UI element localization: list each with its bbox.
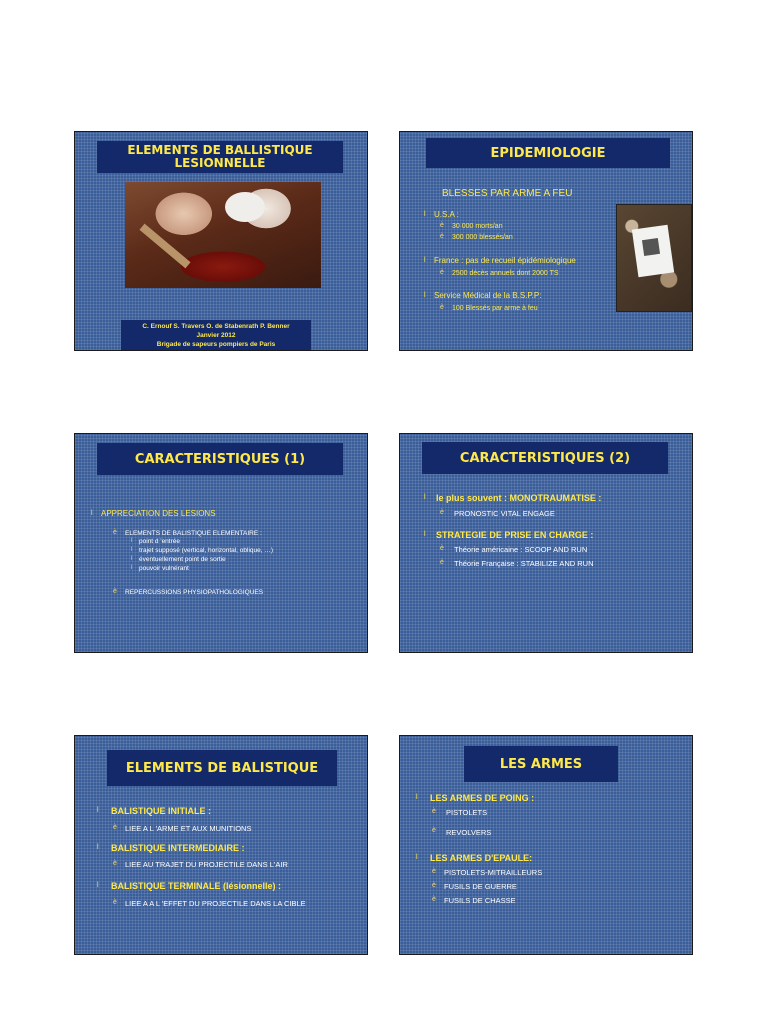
bullet-marker: l (416, 794, 418, 801)
bullet-marker: l (424, 494, 426, 501)
sub-bullet-marker: è (440, 559, 444, 566)
bullet-marker: l (424, 292, 426, 299)
credits-date: Janvier 2012 (196, 332, 236, 339)
sub-bullet-marker: è (113, 824, 117, 831)
credits-organization: Brigade de sapeurs pompiers de Paris (156, 341, 276, 348)
bullet-marker: l (97, 807, 99, 814)
sub-bullet-marker: è (113, 529, 117, 536)
bullet-marker: l (424, 257, 426, 264)
slide-3 (74, 433, 368, 653)
surgery-photo (125, 182, 321, 288)
sub-sub-bullet: trajet supposé (vertical, horizontal, oblique, …) (139, 547, 274, 554)
sub-bullet: ELEMENTS DE BALISTIQUE ELEMENTAIRE : (125, 530, 262, 537)
sub-bullet: PISTOLETS (446, 808, 488, 817)
sub-bullet-marker: è (432, 896, 436, 903)
bullet-appreciation: APPRECIATION DES LESIONS (101, 509, 216, 518)
sub-bullet: 2500 décès annuels dont 2000 TS (452, 270, 559, 277)
slide-5 (74, 735, 368, 955)
sub-bullet-marker: è (113, 860, 117, 867)
bullet-monotraumatise: le plus souvent : MONOTRAUMATISE : (436, 493, 602, 503)
bullet-armes-d-epaule: LES ARMES D'EPAULE: (430, 853, 533, 863)
sub-bullet: LIEE A L 'ARME ET AUX MUNITIONS (125, 824, 252, 833)
sub-sub-marker: l (131, 565, 133, 571)
slide-4 (399, 433, 693, 653)
sub-bullet-marker: è (440, 233, 444, 240)
sub-bullet-marker: è (440, 269, 444, 276)
credits-authors: C. Ernouf S. Travers O. de Stabenrath P. Benner (142, 323, 290, 330)
bullet-marker: l (91, 510, 93, 517)
sub-bullet-marker: è (440, 304, 444, 311)
sub-bullet: FUSILS DE CHASSE (444, 896, 516, 905)
sub-bullet: 300 000 blessés/an (452, 234, 513, 241)
bullet-balistique-terminale: BALISTIQUE TERMINALE (lésionnelle) : (111, 881, 282, 891)
sub-bullet: LIEE A A L 'EFFET DU PROJECTILE DANS LA CIBLE (125, 899, 306, 908)
slide-title: CARACTERISTIQUES (1) (97, 443, 343, 475)
sub-bullet-marker: è (432, 868, 436, 875)
bullet-armes-de-poing: LES ARMES DE POING : (430, 793, 535, 803)
sub-bullet: 30 000 morts/an (452, 223, 503, 230)
sub-bullet-marker: è (432, 882, 436, 889)
sub-bullet: REPERCUSSIONS PHYSIOPATHOLOGIQUES (125, 589, 264, 596)
slide-2 (399, 131, 693, 351)
sub-bullet-marker: è (432, 827, 436, 834)
sub-bullet: Théorie Française : STABILIZE AND RUN (454, 559, 594, 568)
slide-title: ELEMENTS DE BALISTIQUE (107, 750, 337, 786)
bullet-bspp: Service Médical de la B.S.P.P: (434, 291, 542, 300)
bullet-france: France : pas de recueil épidémiologique (434, 256, 576, 265)
slide-title (97, 141, 343, 173)
sub-bullet-marker: è (440, 222, 444, 229)
sub-sub-bullet: pouvoir vulnérant (139, 565, 189, 572)
slide-title: EPIDEMIOLOGIE (426, 138, 670, 168)
bullet-balistique-initiale: BALISTIQUE INITIALE : (111, 806, 211, 816)
bullet-marker: l (424, 531, 426, 538)
sub-sub-bullet: éventuellement point de sortie (139, 556, 226, 563)
bullet-marker: l (97, 844, 99, 851)
sub-bullet-marker: è (113, 899, 117, 906)
sub-bullet-marker: è (432, 808, 436, 815)
sub-bullet: LIEE AU TRAJET DU PROJECTILE DANS L'AIR (125, 860, 288, 869)
sub-sub-bullet: point d 'entrée (139, 538, 180, 545)
slide-1 (74, 131, 368, 351)
sub-bullet-marker: è (113, 588, 117, 595)
sub-bullet: 100 Blessés par arme à feu (452, 305, 538, 312)
sub-bullet: REVOLVERS (446, 828, 492, 837)
credits (121, 320, 311, 351)
sub-bullet-marker: è (440, 545, 444, 552)
bullet-balistique-intermediaire: BALISTIQUE INTERMEDIAIRE : (111, 843, 245, 853)
slide-subtitle: BLESSES PAR ARME A FEU (442, 188, 573, 199)
bullet-marker: l (424, 211, 426, 218)
bullet-marker: l (97, 882, 99, 889)
slide-6 (399, 735, 693, 955)
sub-sub-marker: l (131, 538, 133, 544)
sub-bullet: PISTOLETS-MITRAILLEURS (444, 868, 543, 877)
bullet-usa: U.S.A : (434, 210, 459, 219)
sub-sub-marker: l (131, 547, 133, 553)
sub-bullet-marker: è (440, 509, 444, 516)
title-line-2: LESIONNELLE (174, 156, 266, 170)
sub-bullet: Théorie américaine : SCOOP AND RUN (454, 545, 588, 554)
bullet-marker: l (416, 854, 418, 861)
slide-title: LES ARMES (464, 746, 618, 782)
sub-sub-marker: l (131, 556, 133, 562)
bullet-strategie: STRATEGIE DE PRISE EN CHARGE : (436, 530, 594, 540)
slide-title: CARACTERISTIQUES (2) (422, 442, 668, 474)
document-photo (616, 204, 692, 312)
sub-bullet: PRONOSTIC VITAL ENGAGE (454, 509, 555, 518)
title-line-1: ELEMENTS DE BALLISTIQUE (127, 143, 313, 157)
sub-bullet: FUSILS DE GUERRE (444, 882, 517, 891)
